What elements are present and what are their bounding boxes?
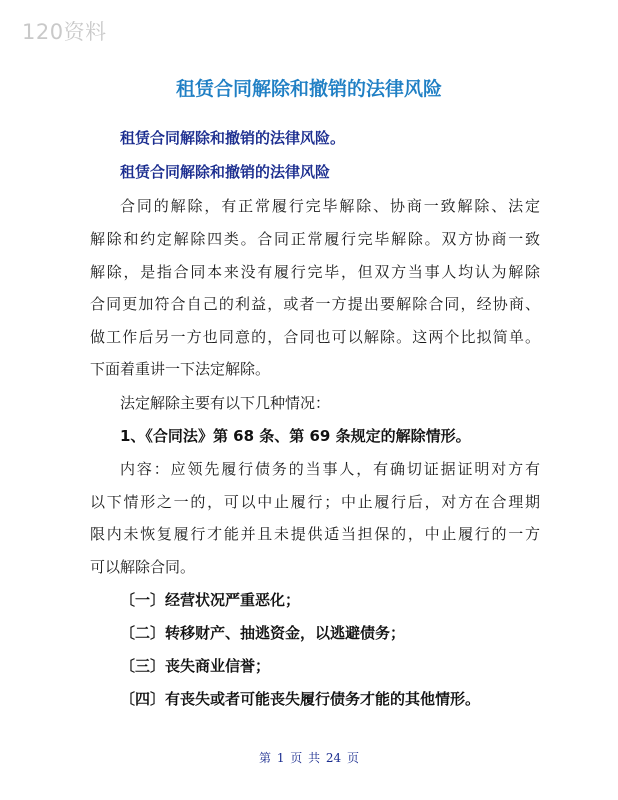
- paragraph-1-line-6: 下面着重讲一下法定解除。: [90, 360, 271, 378]
- section-1-heading: 1、《合同法》第 68 条、第 69 条规定的解除情形。: [120, 427, 471, 445]
- paragraph-1-line-5: 做工作后另一方也同意的，合同也可以解除。这两个比拟简单。: [90, 328, 540, 346]
- paragraph-3-line-4: 可以解除合同。: [90, 558, 196, 576]
- subtitle-1: 租赁合同解除和撤销的法律风险。: [120, 129, 346, 147]
- watermark-text: 120资料: [22, 20, 107, 44]
- paragraph-3-line-1: 内容：应领先履行债务的当事人，有确切证据证明对方有: [120, 460, 540, 478]
- list-item-2: 〔二〕转移财产、抽逃资金，以逃避债务；: [120, 624, 406, 642]
- list-item-3: 〔三〕丧失商业信誉；: [120, 657, 271, 675]
- paragraph-1-line-2: 解除和约定解除四类。合同正常履行完毕解除。双方协商一致: [90, 230, 540, 248]
- paragraph-3-line-3: 限内未恢复履行才能并且未提供适当担保的，中止履行的一方: [90, 525, 540, 543]
- document-title: 租赁合同解除和撤销的法律风险: [175, 78, 442, 100]
- paragraph-1-line-4: 合同更加符合自己的利益，或者一方提出要解除合同，经协商、: [90, 295, 540, 313]
- list-item-4: 〔四〕有丧失或者可能丧失履行债务才能的其他情形。: [120, 690, 481, 708]
- paragraph-1-line-3: 解除，是指合同本来没有履行完毕，但双方当事人均认为解除: [90, 263, 540, 281]
- subtitle-2: 租赁合同解除和撤销的法律风险: [120, 163, 331, 181]
- paragraph-1-line-1: 合同的解除，有正常履行完毕解除、协商一致解除、法定: [120, 197, 540, 215]
- paragraph-2: 法定解除主要有以下几种情况：: [120, 394, 331, 412]
- page-footer: 第 1 页 共 24 页: [259, 751, 359, 765]
- paragraph-3-line-2: 以下情形之一的，可以中止履行；中止履行后，对方在合理期: [90, 493, 540, 511]
- list-item-1: 〔一〕经营状况严重恶化；: [120, 591, 301, 609]
